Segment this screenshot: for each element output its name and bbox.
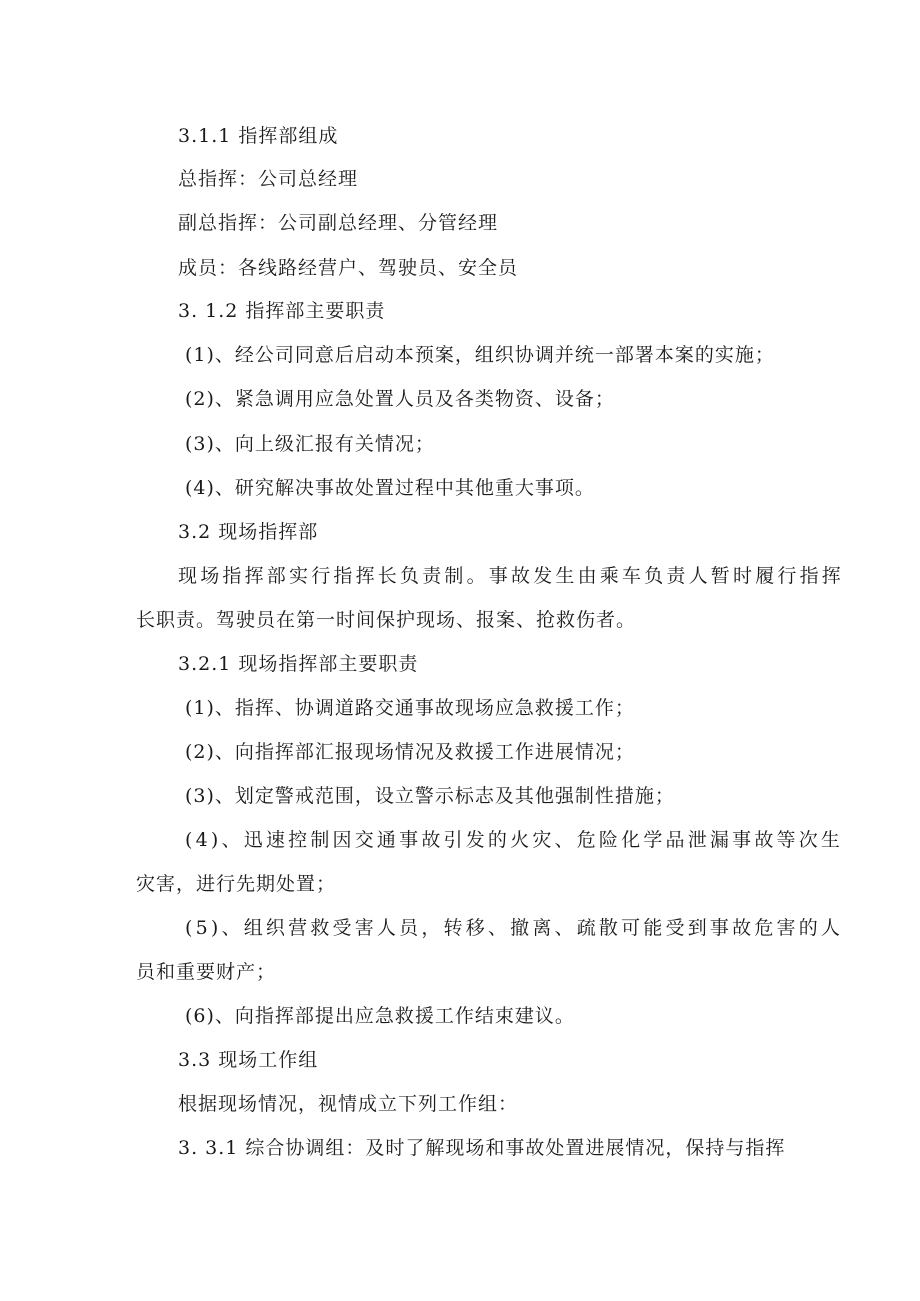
heading-3-2: 3.2 现场指挥部: [178, 521, 319, 543]
list-item-3-1-2-3: (3)、向上级汇报有关情况；: [185, 433, 435, 455]
list-item-3-2-1-2: (2)、向指挥部汇报现场情况及救援工作进展情况；: [185, 741, 635, 763]
text-members: 成员：各线路经营户、驾驶员、安全员: [178, 257, 519, 279]
list-item-3-2-1-5-line-1: (5)、组织营救受害人员，转移、撤离、疏散可能受到事故危害的人: [185, 917, 844, 939]
list-item-3-2-1-4-line-1: (4)、迅速控制因交通事故引发的火灾、危险化学品泄漏事故等次生: [185, 829, 844, 851]
paragraph-3-2-line-1: 现场指挥部实行指挥长负责制。事故发生由乘车负责人暂时履行指挥: [178, 565, 845, 587]
heading-3-2-1: 3.2.1 现场指挥部主要职责: [178, 653, 419, 675]
heading-3-1-1: 3.1.1 指挥部组成: [178, 125, 339, 147]
text-commander: 总指挥：公司总经理: [178, 168, 359, 190]
text-work-groups: 根据现场情况，视情成立下列工作组：: [178, 1093, 519, 1115]
heading-3-1-2: 3. 1.2 指挥部主要职责: [178, 300, 386, 322]
list-item-3-2-1-5-line-2: 员和重要财产；: [136, 961, 277, 983]
list-item-3-1-2-4: (4)、研究解决事故处置过程中其他重大事项。: [185, 477, 595, 499]
paragraph-3-2-line-2: 长职责。驾驶员在第一时间保护现场、报案、抢救伤者。: [136, 609, 637, 631]
list-item-3-2-1-6: (6)、向指挥部提出应急救援工作结束建议。: [185, 1005, 575, 1027]
text-deputy-commander: 副总指挥：公司副总经理、分管经理: [178, 212, 499, 234]
list-item-3-2-1-3: (3)、划定警戒范围，设立警示标志及其他强制性措施；: [185, 785, 675, 807]
list-item-3-2-1-4-line-2: 灾害，进行先期处置；: [136, 873, 337, 895]
heading-3-3-1: 3. 3.1 综合协调组：及时了解现场和事故处置进展情况，保持与指挥: [178, 1137, 786, 1159]
heading-3-3: 3.3 现场工作组: [178, 1049, 319, 1071]
list-item-3-2-1-1: (1)、指挥、协调道路交通事故现场应急救援工作；: [185, 697, 635, 719]
list-item-3-1-2-2: (2)、紧急调用应急处置人员及各类物资、设备；: [185, 388, 615, 410]
list-item-3-1-2-1: (1)、经公司同意后启动本预案，组织协调并统一部署本案的实施；: [185, 344, 775, 366]
